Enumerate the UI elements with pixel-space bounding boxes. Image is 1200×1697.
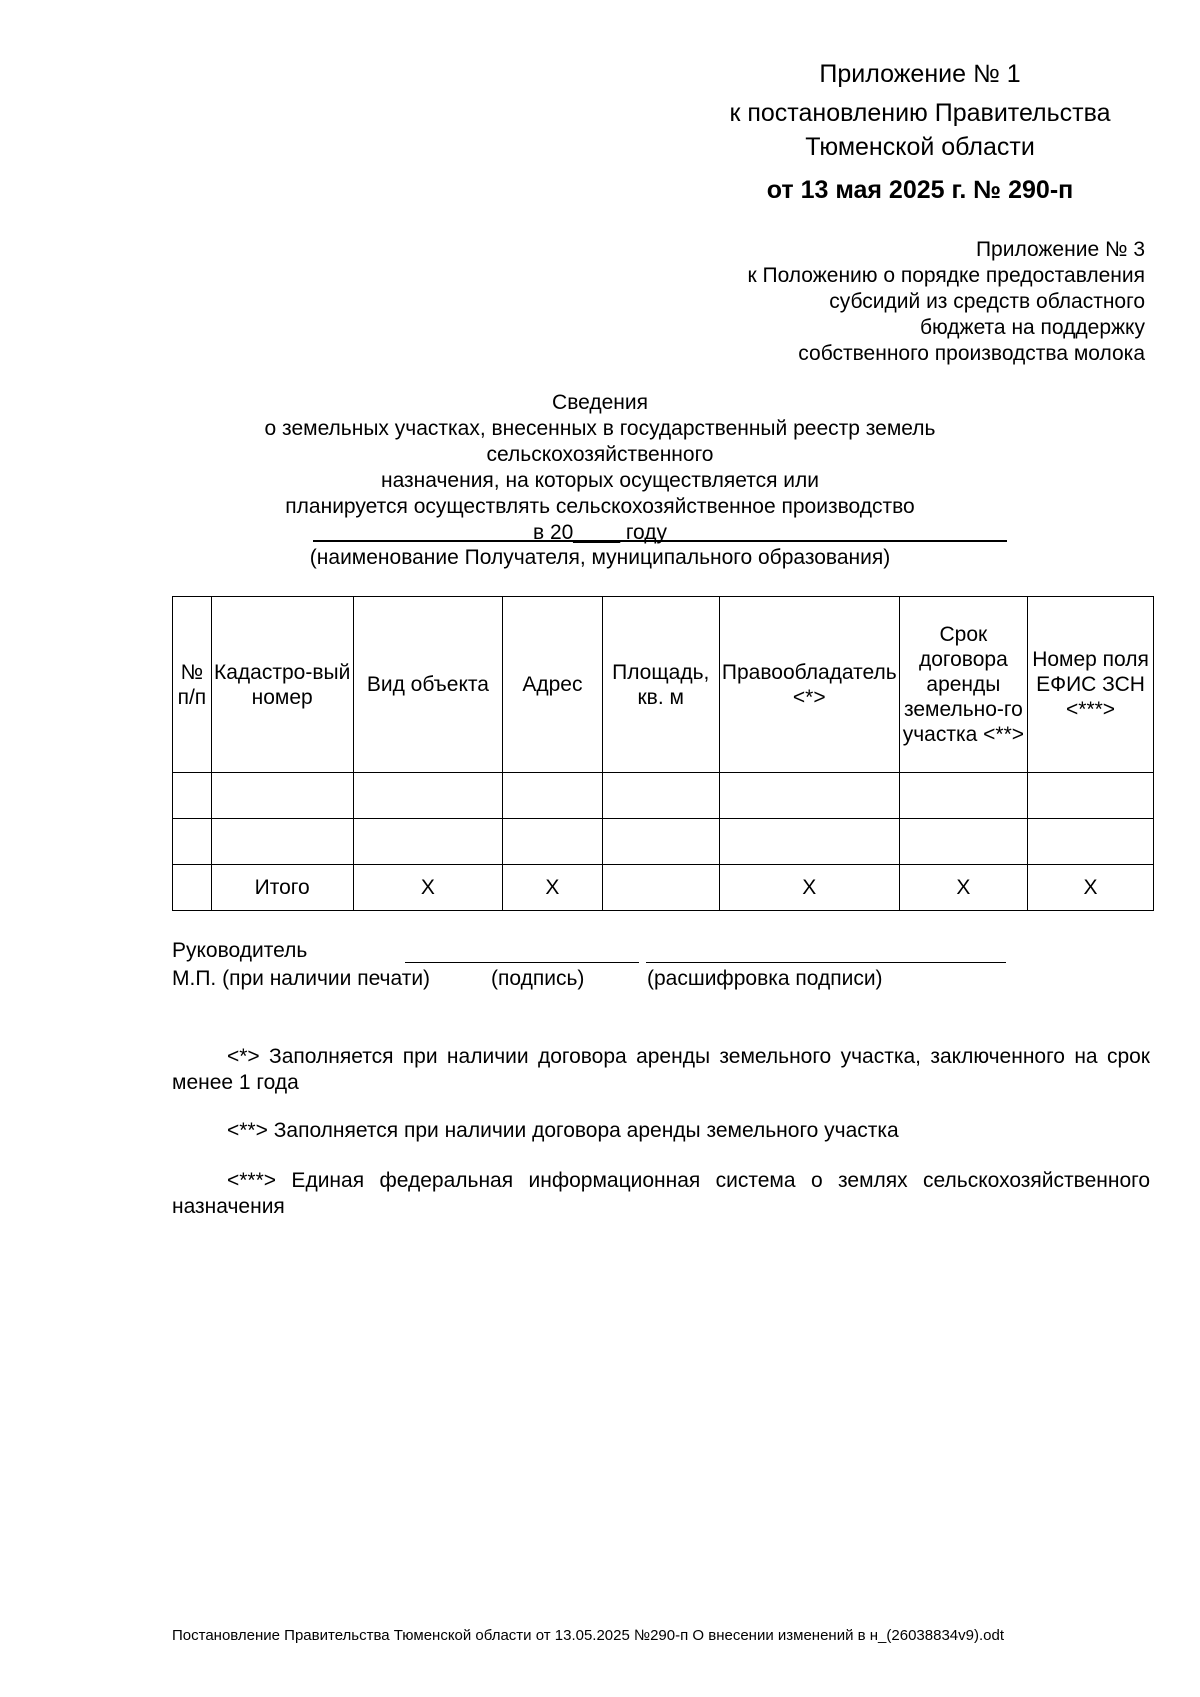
table-cell [503,773,602,819]
table-cell: X [1028,865,1154,911]
footnote-2: <**> Заполняется при наличии договора аренды земельного участка [227,1119,899,1142]
appendix-3-line: субсидий из средств областного [829,290,1145,313]
table-total-row [173,865,1154,911]
recipient-caption: (наименование Получателя, муниципального образования) [309,546,891,569]
table-cell: X [353,865,503,911]
document-title [150,390,1050,546]
table-cell: Итого [211,865,353,911]
signature-line [405,962,639,963]
table-cell [353,819,503,865]
title-line: планируется осуществлять сельскохозяйственное производство [285,495,915,518]
footnote-1: <*> Заполняется при наличии договора аренды земельного участка, заключенного на срок менее 1 года [172,1045,1150,1094]
header-cell: Кадастро-вый номер [211,597,353,773]
table-cell [353,773,503,819]
table-cell [503,819,602,865]
stamp-label: М.П. (при наличии печати) [172,967,431,990]
table-row [173,773,1154,819]
footnote-3: <***> Единая федеральная информационная система о землях сельскохозяйственного назначения [172,1169,1150,1218]
appendix-3-line: собственного производства молока [798,342,1145,365]
appendix-3-line: бюджета на поддержку [919,316,1145,339]
signature-caption: (подпись) [491,967,585,990]
table-cell [211,819,353,865]
header-cell: Адрес [503,597,602,773]
appendix-1-region-line: Тюменской области [805,133,1035,161]
signature-decode-line [646,962,1006,963]
table-cell [173,865,212,911]
title-line: назначения, на которых осуществляется или [381,469,819,492]
table-cell [602,773,719,819]
head-label: Руководитель [172,939,308,962]
table-cell [602,819,719,865]
table-cell [719,773,899,819]
table-cell [173,773,212,819]
table-cell [899,819,1027,865]
header-cell: Площадь, кв. м [602,597,719,773]
appendix-3-header [665,237,1145,367]
table-cell [211,773,353,819]
land-plots-table [172,596,1154,911]
header-cell: Срок договора аренды земельно-го участка <**> [899,597,1027,773]
appendix-3-line: к Положению о порядке предоставления [747,264,1145,287]
table-header-row [173,597,1154,773]
appendix-1-date-number: от 13 мая 2025 г. № 290-п [766,176,1074,204]
table-cell [173,819,212,865]
header-cell: Вид объекта [353,597,503,773]
title-line: в 20____ году [532,521,668,544]
table-cell: X [899,865,1027,911]
table-cell [719,819,899,865]
recipient-name-line [313,540,1007,542]
appendix-1-title: Приложение № 1 [819,60,1021,88]
header-cell: № п/п [173,597,212,773]
decode-caption: (расшифровка подписи) [647,967,883,990]
table-cell: X [503,865,602,911]
table-cell [602,865,719,911]
table-cell [1028,773,1154,819]
appendix-3-line: Приложение № 3 [975,238,1145,261]
header-cell: Номер поля ЕФИС ЗСН <***> [1028,597,1154,773]
table-cell [1028,819,1154,865]
title-line: Сведения [552,391,648,414]
table-row [173,819,1154,865]
file-footer: Постановление Правительства Тюменской области от 13.05.2025 №290-п О внесении изменений в н_(26038834v9).odt [172,1627,1004,1644]
appendix-1-resolution-line: к постановлению Правительства [729,99,1111,127]
table-cell [899,773,1027,819]
header-cell: Правообладатель <*> [719,597,899,773]
appendix-1-header [690,56,1150,208]
title-line: о земельных участках, внесенных в государственный реестр земель сельскохозяйственного [264,417,936,466]
table-cell: X [719,865,899,911]
